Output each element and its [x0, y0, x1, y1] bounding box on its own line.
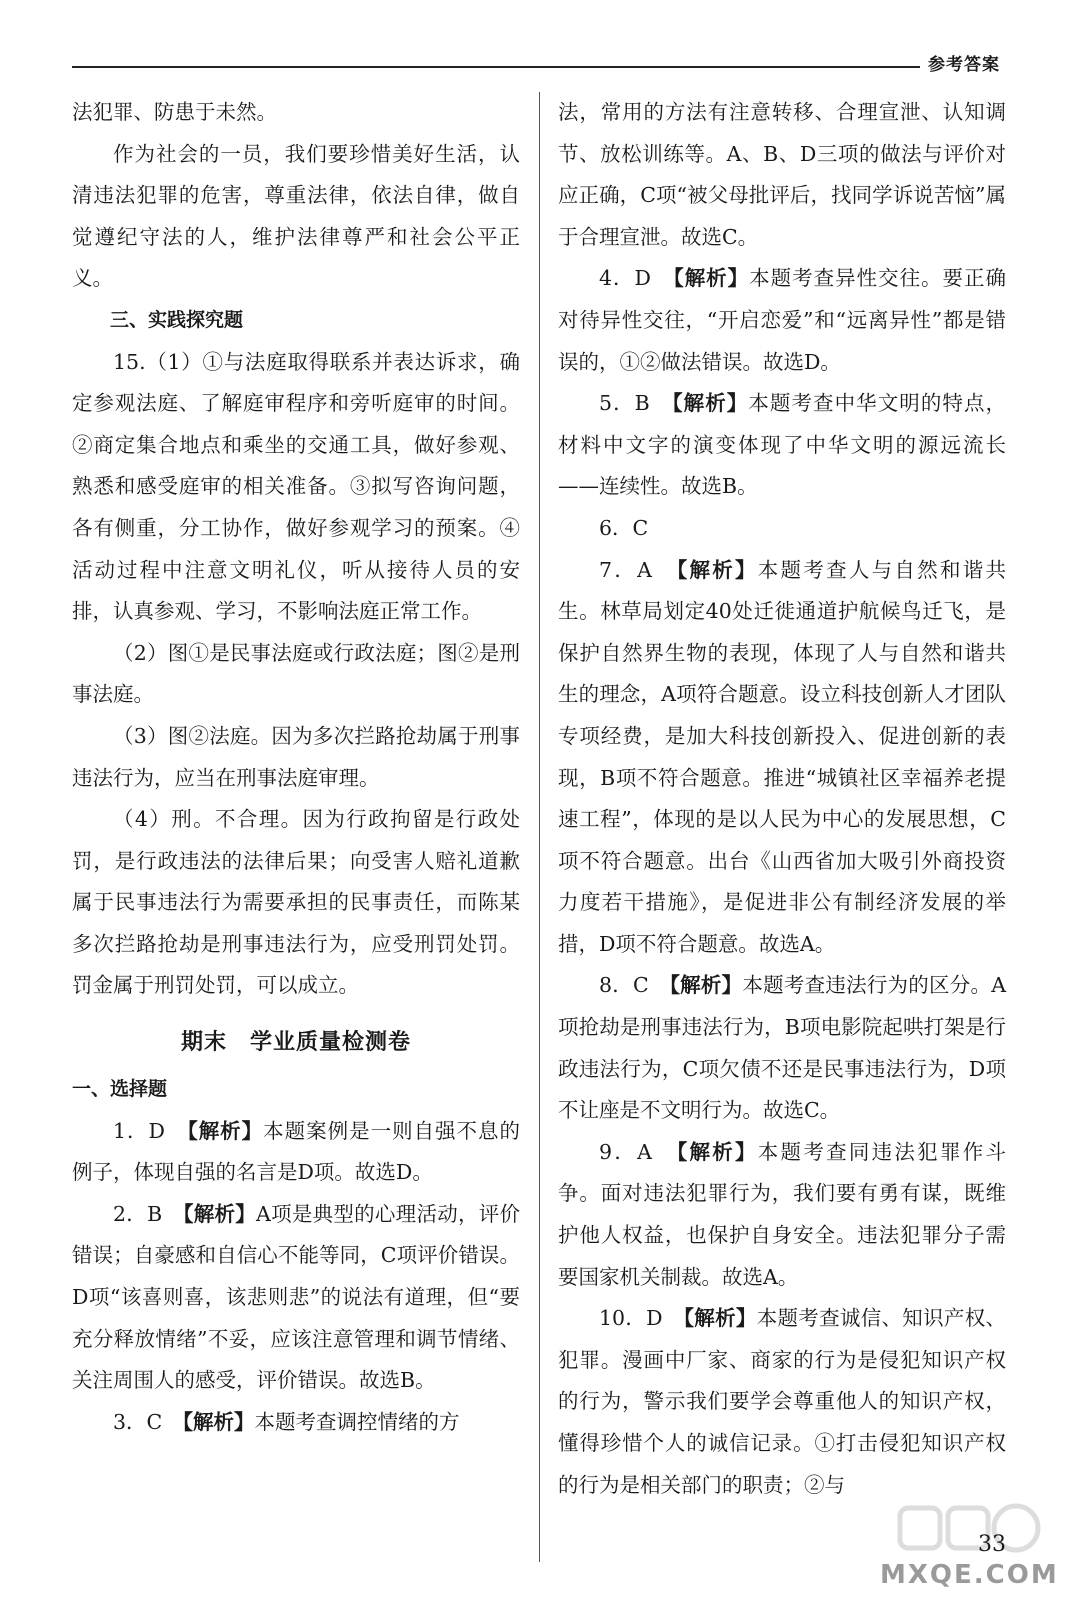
answer-4 [558, 258, 1006, 383]
answer-text: 本题考查中华文明的特点，材料中文字的演变体现了中华文明的源远流长——连续性。故选B。 [558, 391, 1007, 499]
analysis-tag: 【解析】 [676, 1139, 758, 1164]
section-heading: 三、实践探究题 [110, 308, 244, 331]
header-label: 参考答案 [928, 55, 1000, 75]
answer-15-2: （2）图①是民事法庭或行政法庭；图②是刑事法庭。 [72, 640, 520, 707]
answer-15-4: （4）刑。不合理。因为行政拘留是行政处罚，是行政违法的法律后果；向受害人赔礼道歉属于民事违法行为需要承担的民事责任，而陈某多次拦路抢劫是刑事违法行为，应受刑罚处罚。罚金属于刑罚处罚，可以成立。 [72, 807, 520, 998]
section-heading: 一、选择题 [72, 1078, 168, 1101]
answer-text: 本题考查异性交往。要正确对待异性交往，“开启恋爱”和“远离异性”都是错误的，①②做法错误。故选D。 [558, 266, 1007, 374]
analysis-tag: 【解析】 [673, 266, 750, 291]
analysis-tag: 【解析】 [183, 1201, 257, 1226]
answer-5 [558, 383, 1006, 508]
answer-2 [72, 1194, 520, 1402]
answer-text: 本题考查违法行为的区分。A项抢劫是刑事违法行为，B项电影院起哄打架是行政违法行为，C项欠债不还是民事违法行为，D项不让座是不文明行为。故选C。 [558, 973, 1007, 1123]
answer-number: 3．C [113, 1409, 163, 1434]
answer-7 [558, 550, 1006, 966]
answer-text: 本题案例是一则自强不息的例子，体现自强的名言是D项。故选D。 [72, 1118, 521, 1185]
analysis-tag: 【解析】 [676, 557, 758, 582]
analysis-tag: 【解析】 [182, 1409, 255, 1434]
answer-text: 本题考查人与自然和谐共生。林草局划定40处迁徙通道护航候鸟迁飞，是保护自然界生物的表现，体现了人与自然和谐共生的理念，A项符合题意。设立科技创新人才团队专项经费，是加大科技创新投入、促进创新的表现，B项不符合题意。推进“城镇社区幸福养老提速工程”，体现的是以人民为中心的发展思想，C项不符合题意。出台《山西省加大吸引外商投资力度若干措施》，是促进非公有制经济发展的举措，D项不符合题意。故选A。 [558, 557, 1006, 956]
answer-text: A项是典型的心理活动，评价错误；自豪感和自信心不能等同，C项评价错误。D项“该喜则喜，该悲则悲”的说法有道理，但“要充分释放情绪”不妥，应该注意管理和调节情绪、关注周围人的感受，评价错误。故选B。 [72, 1201, 521, 1393]
analysis-tag: 【解析】 [187, 1118, 264, 1143]
analysis-tag: 【解析】 [683, 1306, 757, 1331]
answer-number: 7．A [599, 557, 652, 582]
answer-15-3: （3）图②法庭。因为多次拦路抢劫属于刑事违法行为，应当在刑事法庭审理。 [72, 723, 520, 790]
column-divider [539, 92, 540, 1562]
analysis-tag: 【解析】 [669, 973, 743, 998]
answer-10 [558, 1298, 1006, 1506]
answer-number: 8．C [599, 973, 649, 998]
answer-text: 本题考查同违法犯罪作斗争。面对违法犯罪行为，我们要有勇有谋，既维护他人权益，也保护自身安全。违法犯罪分子需要国家机关制裁。故选A。 [558, 1139, 1006, 1289]
right-column [558, 92, 1006, 1506]
watermark-url: MXQE.COM [880, 1560, 1059, 1590]
answer-number: 10．D [599, 1306, 663, 1331]
answer-1 [72, 1111, 520, 1194]
analysis-tag: 【解析】 [672, 391, 749, 416]
answer-3-continued: 法，常用的方法有注意转移、合理宣泄、认知调节、放松训练等。A、B、D三项的做法与评价对应正确，C项“被父母批评后，找同学诉说苦恼”属于合理宣泄。故选C。 [558, 100, 1006, 249]
section-title: 期末 学业质量检测卷 [180, 1030, 411, 1056]
answer-15-1: 15.（1）①与法庭取得联系并表达诉求，确定参观法庭、了解庭审程序和旁听庭审的时间。②商定集合地点和乘坐的交通工具，做好参观、熟悉和感受庭审的相关准备。③拟写咨询问题，各有侧重，分工协作，做好参观学习的预案。④活动过程中注意文明礼仪，听从接待人员的安排，认真参观、学习，不影响法庭正常工作。 [72, 349, 520, 624]
answer-number: 4．D [599, 266, 651, 291]
header-rule [72, 66, 920, 68]
answer-number: 9．A [599, 1139, 652, 1164]
answer-number: 1．D [113, 1118, 165, 1143]
answer-6: 6．C [599, 515, 649, 540]
paragraph: 法犯罪、防患于未然。 [72, 100, 277, 124]
answer-text: 本题考查诚信、知识产权、犯罪。漫画中厂家、商家的行为是侵犯知识产权的行为，警示我们要学会尊重他人的知识产权，懂得珍惜个人的诚信记录。①打击侵犯知识产权的行为是相关部门的职责；②与 [558, 1306, 1007, 1497]
answer-number: 2．B [113, 1201, 163, 1226]
answer-number: 5．B [599, 391, 650, 416]
answer-3 [72, 1402, 520, 1444]
answer-9 [558, 1132, 1006, 1298]
page-number: 33 [978, 1532, 1006, 1557]
paragraph: 作为社会的一员，我们要珍惜美好生活，认清违法犯罪的危害，尊重法律，依法自律，做自觉遵纪守法的人，维护法律尊严和社会公平正义。 [72, 141, 520, 291]
answer-text: 本题考查调控情绪的方 [254, 1409, 460, 1434]
left-column [72, 92, 520, 1443]
answer-8 [558, 965, 1006, 1131]
